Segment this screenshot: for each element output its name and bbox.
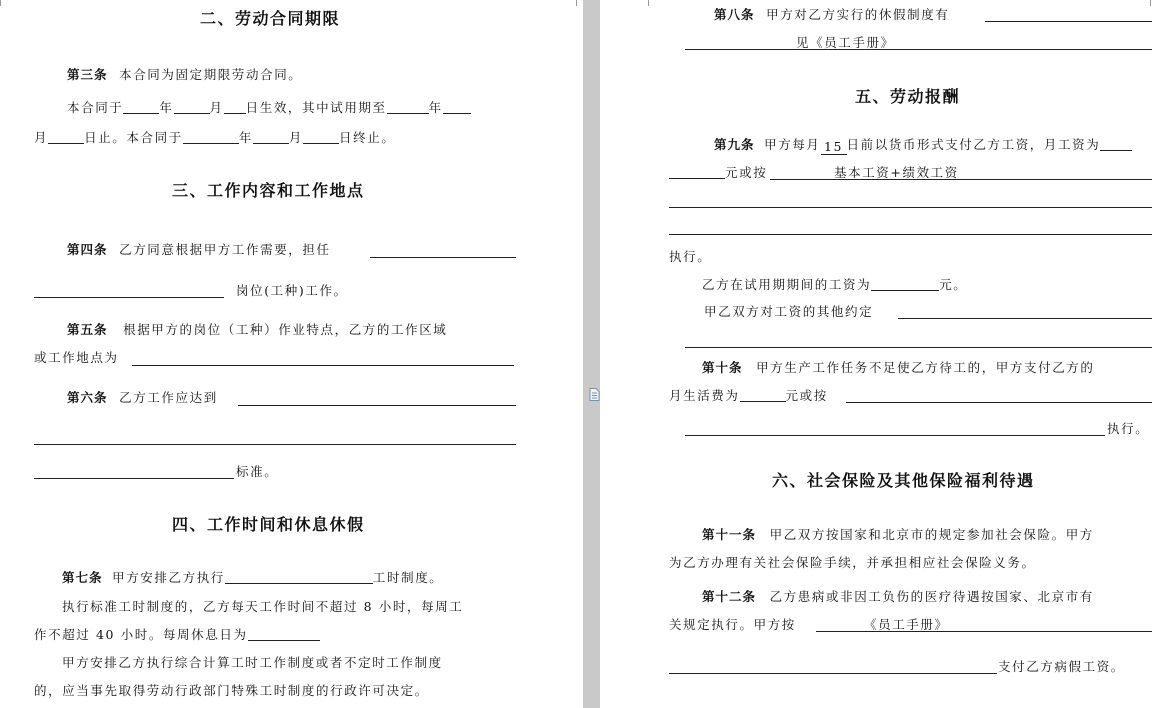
- comprehensive-hours-line-2: 的，应当事先取得劳动行政部门特殊工时制度的行政许可决定。: [34, 683, 429, 698]
- blank-year[interactable]: [387, 101, 429, 114]
- blank-line[interactable]: [898, 318, 1152, 319]
- blank-day[interactable]: [224, 101, 246, 114]
- term-text: 本合同于: [67, 100, 124, 115]
- crop-mark: [0, 0, 11, 6]
- blank-line[interactable]: [685, 435, 1105, 436]
- article-9-line-2: [669, 165, 767, 181]
- term-text: 月: [288, 130, 304, 145]
- trial-text: 元。: [939, 277, 968, 292]
- article-6: [67, 390, 218, 406]
- article-label: 第十条: [702, 360, 743, 375]
- article-label: 第九条: [714, 137, 755, 152]
- article-10-line-2: [669, 388, 828, 404]
- pay-day-value[interactable]: 15: [821, 140, 847, 155]
- contract-term-line-2: [34, 130, 395, 146]
- article-label: 第十一条: [702, 527, 757, 542]
- article-5-cont: 或工作地点为: [34, 350, 119, 365]
- article-label: 第十二条: [702, 589, 757, 604]
- article-11: [702, 527, 1094, 543]
- standard-hours-text: 作不超过 40 小时。每周休息日为: [34, 627, 248, 642]
- article-11-cont: 为乙方办理有关社会保险手续，并承担相应社会保险义务。: [669, 555, 1036, 570]
- article-text: 乙方患病或非因工负伤的医疗待遇按国家、北京市有: [769, 589, 1094, 604]
- blank-line[interactable]: [985, 21, 1152, 22]
- blank-line[interactable]: [846, 402, 1152, 403]
- salary-basis-fill: 基本工资+绩效工资: [834, 165, 959, 180]
- term-text: 日终止。: [339, 130, 396, 145]
- article-text: 乙方工作应达到: [119, 390, 218, 405]
- blank-salary-amount[interactable]: [669, 166, 725, 179]
- crop-mark: [1140, 0, 1151, 6]
- article-7: [62, 570, 443, 586]
- document-page-right: [600, 0, 1155, 708]
- article-text: 甲方安排乙方执行: [112, 570, 225, 585]
- article-12-line-2: 关规定执行。甲方按: [669, 617, 796, 632]
- article-label: 第八条: [714, 7, 755, 22]
- term-text: 日止。本合同于: [84, 130, 183, 145]
- standard-hours-line-2: [34, 627, 320, 643]
- execute-text: 执行。: [669, 249, 712, 264]
- blank-line[interactable]: [238, 405, 516, 406]
- article-text: 甲方对乙方实行的休假制度有: [766, 7, 950, 22]
- crop-mark: [648, 0, 659, 6]
- blank-line[interactable]: [669, 673, 997, 674]
- blank-line[interactable]: [370, 257, 516, 258]
- article-label: 第七条: [62, 570, 103, 585]
- article-4: [67, 242, 331, 258]
- article-text: 甲方生产工作任务不足使乙方待工的，甲方支付乙方的: [756, 360, 1095, 375]
- blank-line[interactable]: [685, 49, 1152, 50]
- other-agreement-line: 甲乙双方对工资的其他约定: [704, 304, 874, 319]
- article-text: 甲乙双方按国家和北京市的规定参加社会保险。甲方: [769, 527, 1094, 542]
- blank-line[interactable]: [34, 444, 516, 445]
- page-gutter: [583, 0, 600, 708]
- article-4-cont: 岗位(工种)工作。: [236, 283, 348, 298]
- article-9: [714, 137, 1132, 155]
- document-icon[interactable]: [589, 388, 600, 401]
- article-5: [67, 322, 447, 338]
- blank-line[interactable]: [34, 478, 234, 479]
- section-heading-social-insurance: 六、社会保险及其他保险福利待遇: [772, 471, 1035, 490]
- article-6-end: 标准。: [236, 464, 279, 479]
- article-8: [714, 7, 949, 23]
- article-label: 第六条: [67, 390, 108, 405]
- blank-line[interactable]: [669, 234, 1152, 235]
- execute-text: 执行。: [1107, 421, 1150, 436]
- vacation-policy-fill: 见《员工手册》: [796, 35, 895, 50]
- blank-month[interactable]: [174, 101, 210, 114]
- term-text: 月: [209, 100, 224, 115]
- article-text: 工时制度。: [372, 570, 444, 585]
- standard-hours-line-1: 执行标准工时制度的，乙方每天工作时间不超过 8 小时，每周工: [62, 599, 464, 614]
- section-heading-remuneration: 五、劳动报酬: [855, 87, 961, 106]
- term-text: 月: [34, 130, 49, 145]
- term-text: 年: [428, 100, 443, 115]
- section-heading-contract-term: 二、劳动合同期限: [200, 9, 341, 28]
- article-text: 元或按: [725, 165, 768, 180]
- trial-text: 乙方在试用期期间的工资为: [702, 277, 872, 292]
- blank-line[interactable]: [685, 347, 1152, 348]
- blank-day[interactable]: [48, 131, 84, 144]
- blank-month[interactable]: [443, 101, 471, 114]
- sick-pay-basis-fill: 《员工手册》: [864, 617, 949, 632]
- blank-monthly-salary[interactable]: [1100, 138, 1132, 151]
- article-text: 本合同为固定期限劳动合同。: [119, 67, 303, 82]
- blank-line[interactable]: [770, 179, 1152, 180]
- trial-salary-line: [702, 277, 967, 293]
- article-12-end: 支付乙方病假工资。: [998, 659, 1125, 674]
- blank-living-allowance[interactable]: [740, 389, 786, 402]
- term-text: 日生效，其中试用期至: [245, 100, 387, 115]
- article-label: 第五条: [67, 322, 108, 337]
- blank-rest-day[interactable]: [248, 628, 320, 641]
- term-text: 年: [159, 100, 174, 115]
- article-3: [67, 67, 302, 83]
- crop-mark: [566, 0, 577, 6]
- article-text: 根据甲方的岗位（工种）作业特点，乙方的工作区域: [123, 322, 448, 337]
- article-text: 日前以货币形式支付乙方工资，月工资为: [846, 137, 1101, 152]
- blank-day[interactable]: [303, 131, 339, 144]
- term-text: 年: [238, 130, 253, 145]
- section-heading-work-hours: 四、工作时间和休息休假: [172, 515, 365, 534]
- article-label: 第三条: [67, 67, 108, 82]
- blank-trial-salary[interactable]: [871, 278, 939, 291]
- blank-hours-system[interactable]: [225, 571, 373, 584]
- blank-line[interactable]: [669, 207, 1152, 208]
- blank-month[interactable]: [253, 131, 289, 144]
- blank-work-location[interactable]: [132, 365, 514, 366]
- article-10: [702, 360, 1095, 376]
- blank-year[interactable]: [183, 131, 239, 144]
- comprehensive-hours-line-1: 甲方安排乙方执行综合计算工时工作制度或者不定时工作制度: [62, 655, 443, 670]
- contract-term-line-1: [67, 100, 471, 116]
- blank-year[interactable]: [123, 101, 159, 114]
- blank-position[interactable]: [34, 297, 224, 298]
- article-text: 元或按: [785, 388, 828, 403]
- article-text: 甲方每月: [764, 137, 821, 152]
- article-text: 月生活费为: [669, 388, 740, 403]
- article-label: 第四条: [67, 242, 108, 257]
- article-12: [702, 589, 1094, 605]
- section-heading-work-content: 三、工作内容和工作地点: [172, 181, 365, 200]
- article-text: 乙方同意根据甲方工作需要，担任: [119, 242, 331, 257]
